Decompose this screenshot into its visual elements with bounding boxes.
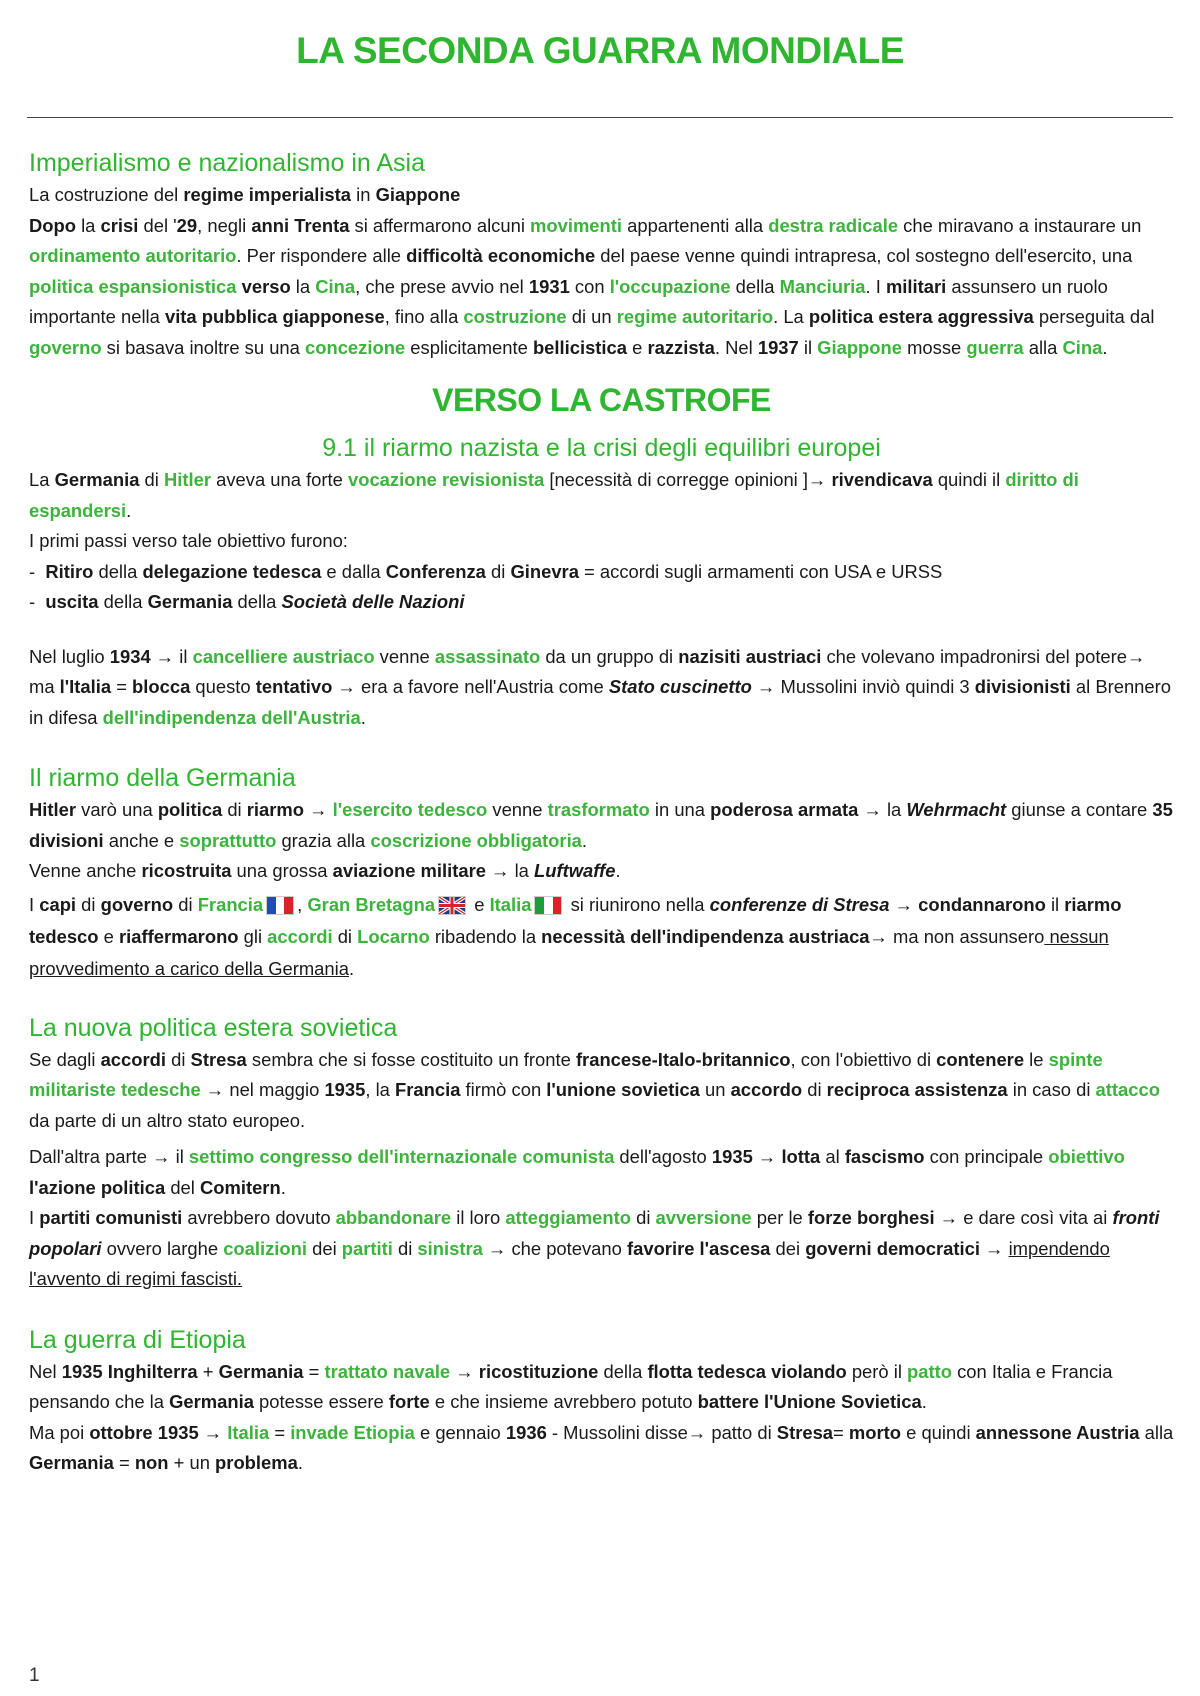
section-heading-german-rearmament: Il riarmo della Germania xyxy=(29,764,296,792)
paragraph-first-steps: I primi passi verso tale obiettivo furono: xyxy=(29,530,348,551)
paragraph-stresa: I capi di governo di Francia , Gran Bretagna e Italia si riunirono nella conferenze di Stresa → condannarono il riarmo tedesco e riaffermarono gli accordi di Locarno ribadendo la necessità dell'indipendenza austriaca→ ma non assunsero nessun provvedimento a carico della Germania. xyxy=(29,893,1122,979)
paragraph-naval-treaty: Nel 1935 Inghilterra + Germania = trattato navale → ricostituzione della flotta tedesca violando però il patto con Italia e Francia pensando che la Germania potesse essere forte e che insieme avrebbero potuto battere l'Unione Sovietica. xyxy=(29,1360,1113,1412)
paragraph-ethiopia-invasion: Ma poi ottobre 1935 → Italia = invade Etiopia e gennaio 1936 - Mussolini disse→ patto di Stresa= morto e quindi annessone Austria alla Germania = non + un problema. xyxy=(29,1421,1174,1473)
section-heading-ethiopia-war: La guerra di Etiopia xyxy=(29,1325,246,1354)
paragraph-comintern: Dall'altra parte → il settimo congresso dell'internazionale comunista dell'agosto 1935 → lotta al fascismo con principale obiettivo l'azione politica del Comitern. xyxy=(29,1146,1125,1198)
paragraph-japan-intro: La costruzione del regime imperialista in Giappone xyxy=(29,184,461,205)
section-heading-rearmament-crisis: 9.1 il riarmo nazista e la crisi degli equilibri europei xyxy=(322,434,881,462)
document-body xyxy=(29,146,1174,1479)
italy-flag-icon xyxy=(534,896,562,915)
paragraph-franco-soviet-pact: Se dagli accordi di Stresa sembra che si fosse costituito un fronte francese-Italo-britannico, con l'obiettivo di contenere le spinte militariste tedesche → nel maggio 1935, la Francia firmò con l'unione sovietica un accordo di reciproca assistenza in caso di attacco da parte di un altro stato europeo. xyxy=(29,1048,1160,1131)
chapter-heading: VERSO LA CASTROFE xyxy=(432,382,771,418)
list-item-geneva: - Ritiro della delegazione tedesca e dalla Conferenza di Ginevra = accordi sugli armamenti con USA e URSS xyxy=(29,560,943,582)
section-heading-soviet-policy: La nuova politica estera sovietica xyxy=(29,1013,398,1042)
uk-flag-icon xyxy=(438,896,466,915)
paragraph-popular-fronts: I partiti comunisti avrebbero dovuto abbandonare il loro atteggiamento di avversione per le forze borghesi → e dare così vita ai fronti popolari ovvero larghe coalizioni dei partiti di sinistra → che potevano favorire l'ascesa dei governi democratici → impendendo l'avvento di regimi fascisti. xyxy=(29,1207,1160,1289)
page-number: 1 xyxy=(29,1665,40,1686)
section-heading-asia: Imperialismo e nazionalismo in Asia xyxy=(29,149,426,177)
list-item-league-of-nations: - uscita della Germania della Società delle Nazioni xyxy=(29,591,465,612)
france-flag-icon xyxy=(266,896,294,915)
paragraph-germany-revisionism: La Germania di Hitler aveva una forte vocazione revisionista [necessità di corregge opinioni ]→ rivendicava quindi il diritto di espandersi. xyxy=(29,469,1079,521)
paragraph-luftwaffe: Venne anche ricostruita una grossa aviazione militare → la Luftwaffe. xyxy=(29,860,621,881)
paragraph-japan-history: Dopo la crisi del '29, negli anni Trenta si affermarono alcuni movimenti appartenenti alla destra radicale che miravano a instaurare un ordinamento autoritario. Per rispondere alle difficoltà economiche del paese venne quindi intrapresa, col sostegno dell'esercito, una politica espansionistica verso la Cina, che prese avvio nel 1931 con l'occupazione della Manciuria. I militari assunsero un ruolo importante nella vita pubblica giapponese, fino alla costruzione di un regime autoritario. La politica estera aggressiva perseguita dal governo si basava inoltre su una concezione esplicitamente bellicistica e razzista. Nel 1937 il Giappone mosse guerra alla Cina. xyxy=(29,214,1155,358)
document-title: LA SECONDA GUARRA MONDIALE xyxy=(296,30,904,71)
paragraph-austria-1934: Nel luglio 1934 → il cancelliere austriaco venne assassinato da un gruppo di nazisiti austriaci che volevano impadronirsi del potere→ ma l'Italia = blocca questo tentativo → era a favore nell'Austria come Stato cuscinetto → Mussolini inviò quindi 3 divisionisti al Brennero in difesa dell'indipendenza dell'Austria. xyxy=(29,645,1171,728)
paragraph-wehrmacht: Hitler varò una politica di riarmo → l'esercito tedesco venne trasformato in una poderosa armata → la Wehrmacht giunse a contare 35 divisioni anche e soprattutto grazia alla coscrizione obbligatoria. xyxy=(29,799,1173,851)
title-divider xyxy=(27,117,1173,118)
